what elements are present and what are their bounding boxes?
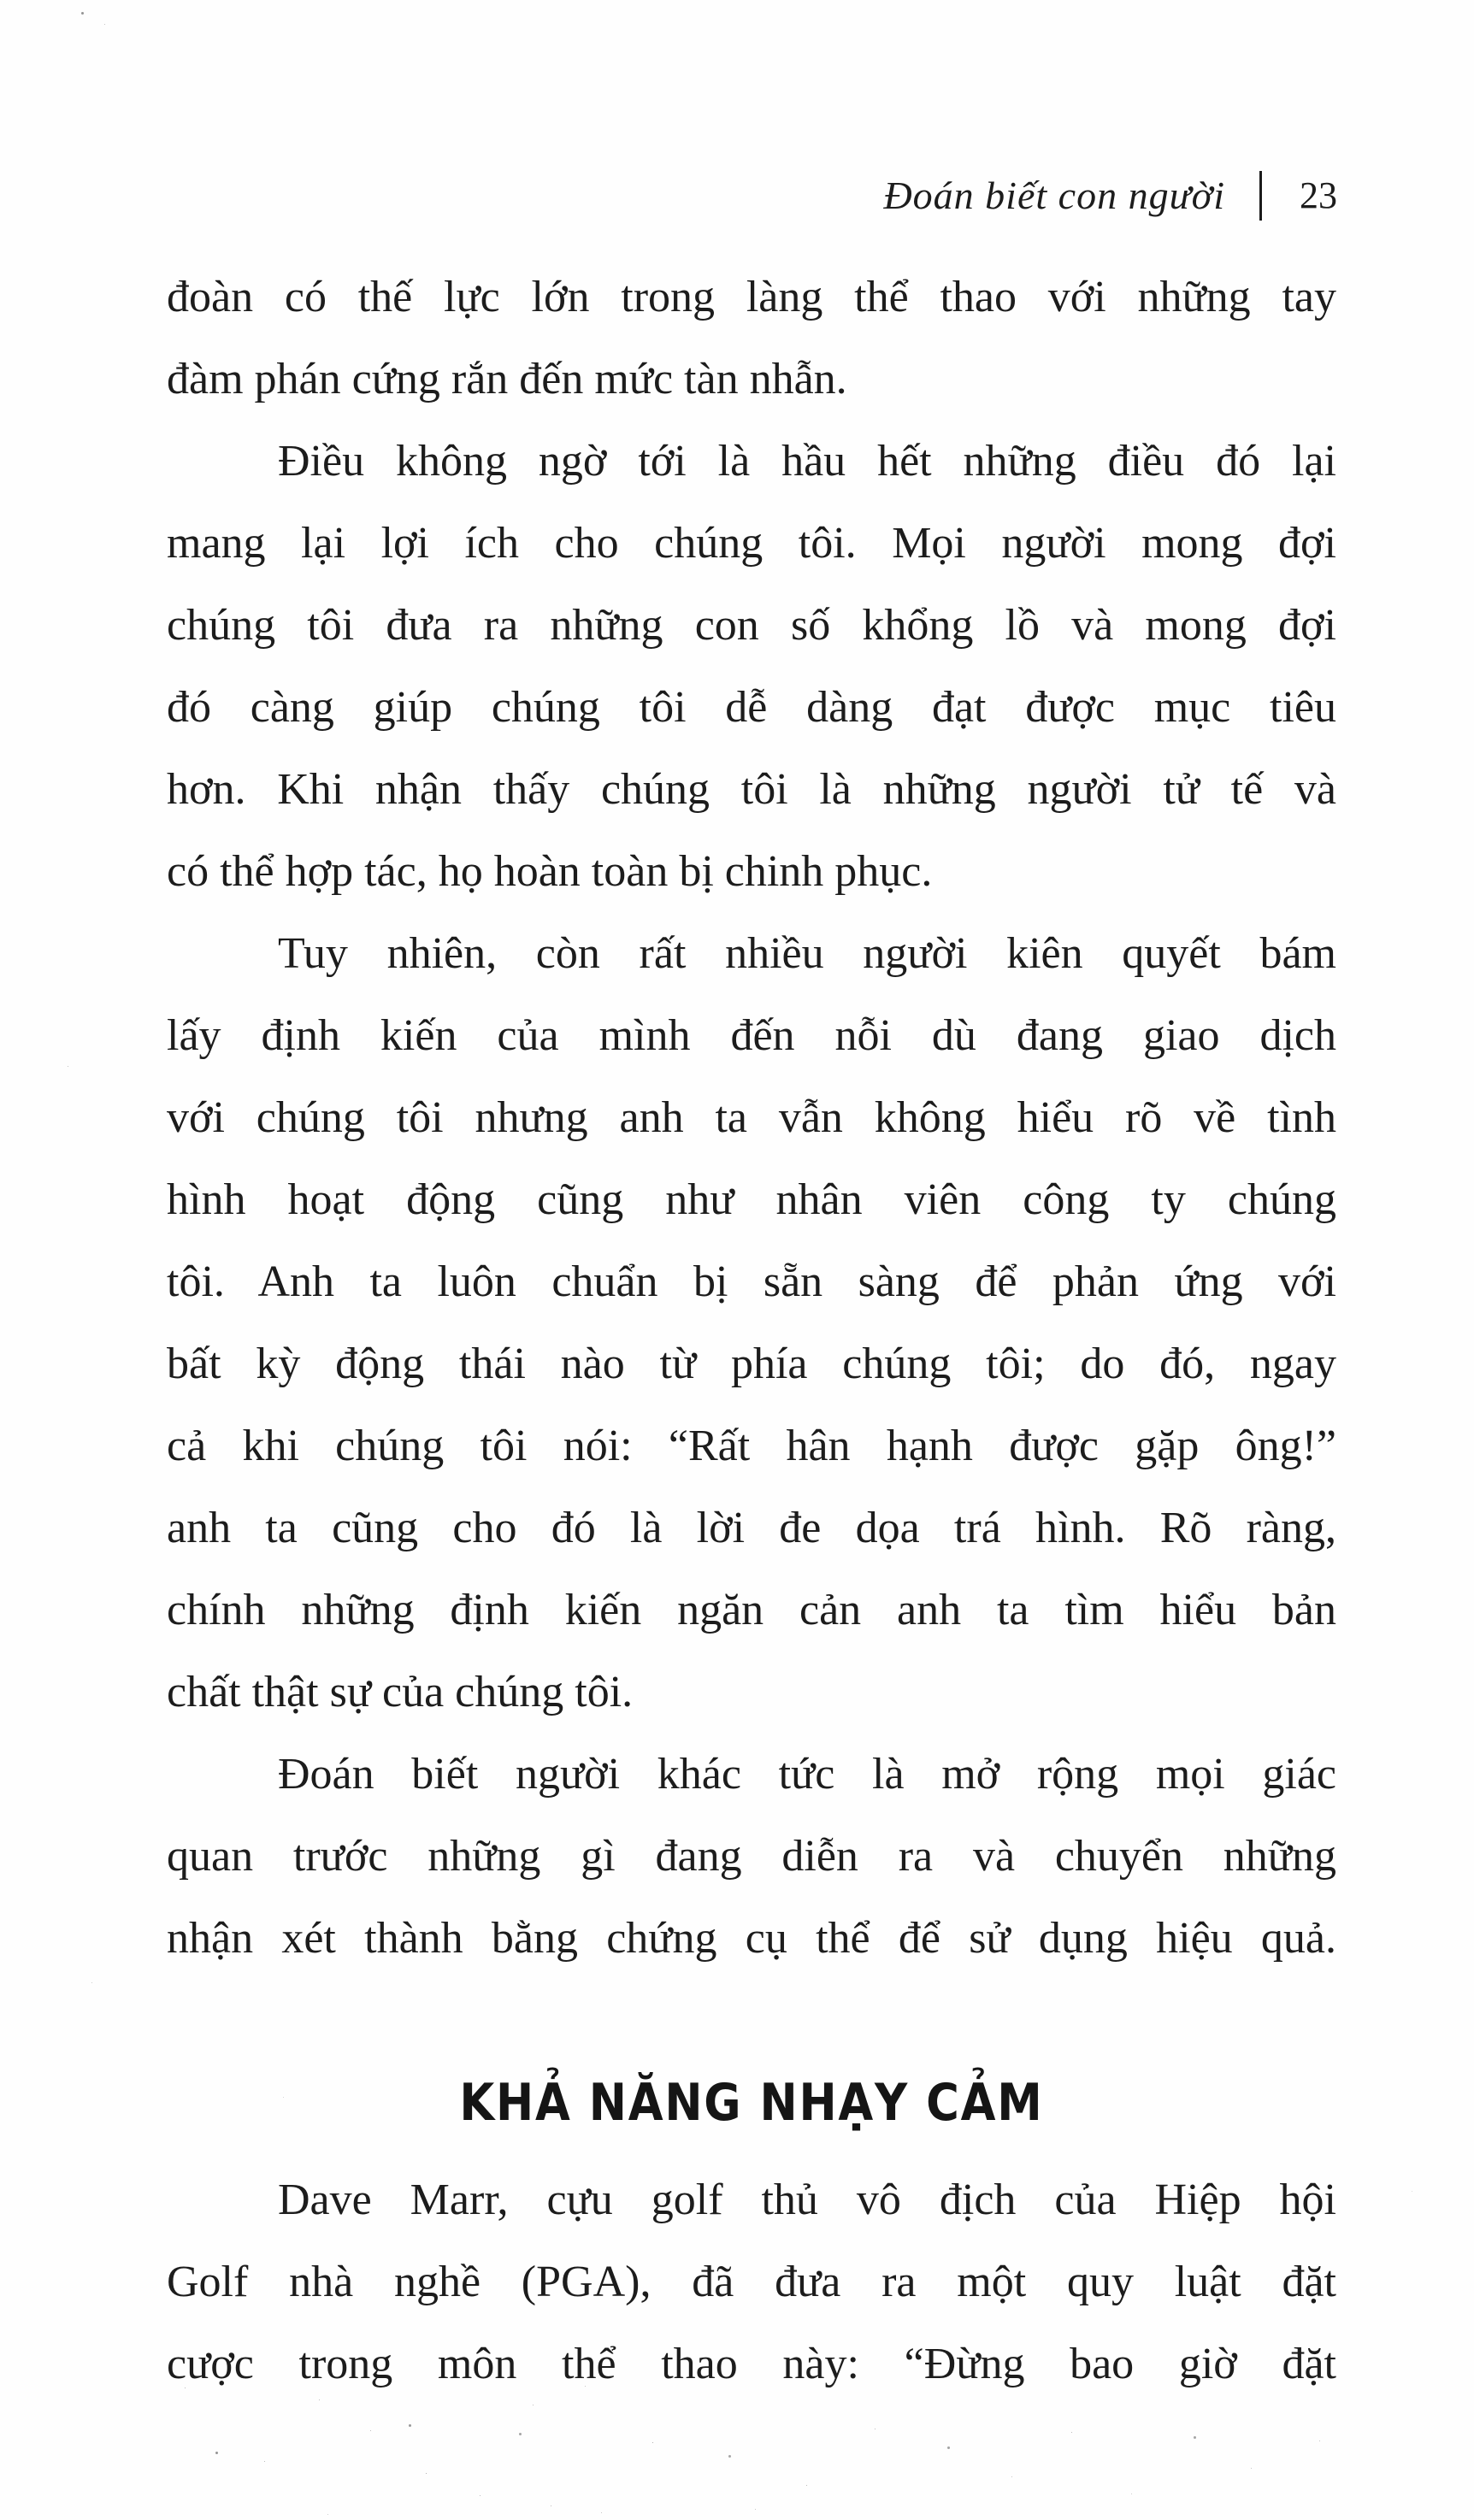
chapter-title: Đoán biết con người [883, 174, 1225, 217]
text-line: đoàn có thế lực lớn trong làng thể thao với những tay [167, 273, 1336, 321]
text-line: chính những định kiến ngăn cản anh ta tìm hiểu bản [167, 1586, 1336, 1634]
text-column [167, 256, 1336, 2405]
text-line: hơn. Khi nhận thấy chúng tôi là những người tử tế và [167, 765, 1336, 814]
text-line: Điều không ngờ tới là hầu hết những điều đó lại [278, 437, 1336, 486]
running-header [883, 166, 1337, 226]
text-line: lấy định kiến của mình đến nỗi dù đang giao dịch [167, 1011, 1336, 1060]
text-line: Đoán biết người khác tức là mở rộng mọi giác [278, 1750, 1336, 1799]
scan-noise-speckles [0, 0, 3, 3]
text-line: Dave Marr, cựu golf thủ vô địch của Hiệp hội [278, 2176, 1336, 2224]
text-line: quan trước những gì đang diễn ra và chuyển những [167, 1832, 1336, 1881]
text-line: chúng tôi đưa ra những con số khổng lồ và mong đợi [167, 601, 1336, 650]
page-number: 23 [1300, 174, 1337, 216]
paragraph [167, 421, 1336, 913]
text-line: anh ta cũng cho đó là lời đe dọa trá hình. Rõ ràng, [167, 1504, 1336, 1552]
text-line: mang lại lợi ích cho chúng tôi. Mọi người mong đợi [167, 519, 1336, 568]
text-line: chất thật sự của chúng tôi. [167, 1668, 634, 1716]
text-line: cả khi chúng tôi nói: “Rất hân hạnh được gặp ông!” [167, 1422, 1336, 1470]
text-line: nhận xét thành bằng chứng cụ thể để sử dụng hiệu quả. [167, 1914, 1336, 1963]
paragraph [167, 2159, 1336, 2405]
body-paragraphs-after [167, 2159, 1336, 2405]
header-divider [1259, 171, 1262, 221]
paragraph [167, 913, 1336, 1734]
text-line: đó càng giúp chúng tôi dễ dàng đạt được mục tiêu [167, 683, 1336, 732]
text-line: bất kỳ động thái nào từ phía chúng tôi; do đó, ngay [167, 1339, 1336, 1388]
text-line: Tuy nhiên, còn rất nhiều người kiên quyết bám [278, 929, 1336, 978]
text-line: Golf nhà nghề (PGA), đã đưa ra một quy luật đặt [167, 2258, 1336, 2306]
paragraph [167, 256, 1336, 421]
text-line: với chúng tôi nhưng anh ta vẫn không hiểu rõ về tình [167, 1093, 1336, 1142]
text-line: hình hoạt động cũng như nhân viên công ty chúng [167, 1175, 1336, 1224]
body-paragraphs [167, 256, 1336, 1980]
text-line: đàm phán cứng rắn đến mức tàn nhẫn. [167, 355, 847, 403]
text-line: cược trong môn thể thao này: “Đừng bao giờ đặt [167, 2340, 1336, 2388]
paragraph [167, 1734, 1336, 1980]
text-line: có thể hợp tác, họ hoàn toàn bị chinh phục. [167, 847, 933, 896]
text-line: tôi. Anh ta luôn chuẩn bị sẵn sàng để phản ứng với [167, 1257, 1336, 1306]
section-heading: KHẢ NĂNG NHẠY CẢM [459, 2073, 1044, 2133]
